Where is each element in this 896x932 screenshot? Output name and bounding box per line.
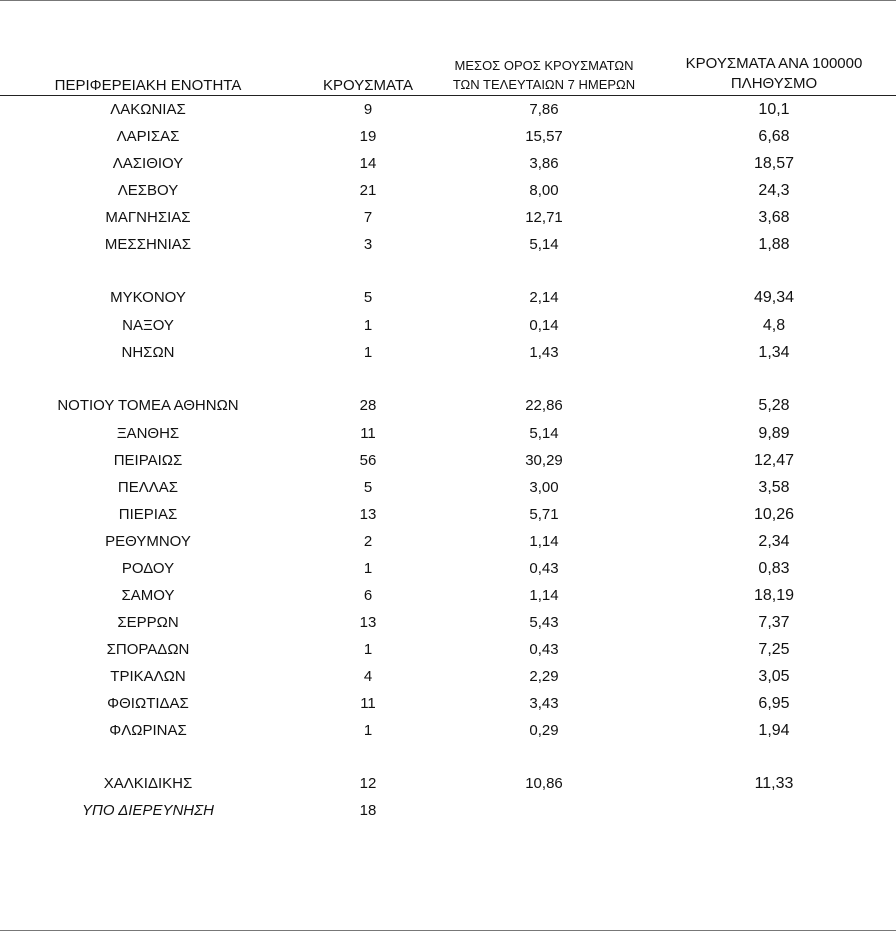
table-row xyxy=(0,558,896,580)
cases-cell: 1 xyxy=(363,344,373,361)
cases-cell: 11 xyxy=(360,425,376,442)
avg-cell: 30,29 xyxy=(525,452,563,469)
region-cell: ΧΑΛΚΙΔΙΚΗΣ xyxy=(103,775,193,792)
cases-cell: 1 xyxy=(363,560,373,577)
table-row xyxy=(0,287,896,309)
avg-cell: 0,43 xyxy=(529,560,559,577)
cases-cell: 28 xyxy=(359,397,377,414)
cases-cell: 18 xyxy=(359,802,377,819)
rate-cell: 49,34 xyxy=(753,289,795,306)
bottom-border xyxy=(0,930,896,931)
region-cell: ΜΑΓΝΗΣΙΑΣ xyxy=(105,209,191,226)
region-cell: ΜΥΚΟΝΟΥ xyxy=(110,289,186,306)
rate-cell: 7,37 xyxy=(758,614,790,631)
region-cell: ΠΙΕΡΙΑΣ xyxy=(118,506,178,523)
table-row xyxy=(0,693,896,715)
rate-cell: 3,05 xyxy=(758,668,790,685)
header-avg-line2: ΤΩΝ ΤΕΛΕΥΤΑΙΩΝ 7 ΗΜΕΡΩΝ xyxy=(452,77,636,92)
rate-cell: 11,33 xyxy=(754,775,794,792)
avg-cell: 3,43 xyxy=(529,695,559,712)
cases-cell: 13 xyxy=(359,614,377,631)
rate-cell: 7,25 xyxy=(758,641,790,658)
cases-cell: 3 xyxy=(363,236,373,253)
region-cell: ΝΑΞΟΥ xyxy=(122,317,174,334)
rate-cell: 1,94 xyxy=(758,722,790,739)
avg-cell: 0,29 xyxy=(529,722,559,739)
rate-cell: 5,28 xyxy=(758,397,790,414)
rate-cell: 2,34 xyxy=(758,533,790,550)
cases-cell: 11 xyxy=(360,695,376,712)
table-row xyxy=(0,477,896,499)
avg-cell: 15,57 xyxy=(525,128,563,145)
avg-cell: 0,14 xyxy=(529,317,559,334)
region-cell: ΥΠΟ ΔΙΕΡΕΥΝΗΣΗ xyxy=(82,802,214,819)
cases-cell: 12 xyxy=(359,775,377,792)
rate-cell: 4,8 xyxy=(762,317,786,334)
region-cell: ΠΕΙΡΑΙΩΣ xyxy=(113,452,183,469)
avg-cell: 22,86 xyxy=(525,397,563,414)
cases-cell: 9 xyxy=(363,101,373,118)
cases-cell: 21 xyxy=(359,182,377,199)
rate-cell: 18,19 xyxy=(753,587,795,604)
header-rate-line1: ΚΡΟΥΣΜΑΤΑ ΑΝΑ 100000 xyxy=(685,55,863,72)
region-cell: ΣΑΜΟΥ xyxy=(121,587,175,604)
rate-cell: 10,1 xyxy=(758,101,790,118)
avg-cell: 2,29 xyxy=(529,668,559,685)
table-row xyxy=(0,773,896,795)
cases-cell: 4 xyxy=(363,668,373,685)
avg-cell: 1,14 xyxy=(529,533,559,550)
cases-cell: 7 xyxy=(363,209,373,226)
table-row xyxy=(0,585,896,607)
table-row xyxy=(0,504,896,526)
avg-cell: 5,14 xyxy=(529,425,559,442)
region-cell: ΛΑΡΙΣΑΣ xyxy=(116,128,180,145)
cases-cell: 56 xyxy=(359,452,377,469)
rate-cell: 9,89 xyxy=(758,425,790,442)
header-avg-line1: ΜΕΣΟΣ ΟΡΟΣ ΚΡΟΥΣΜΑΤΩΝ xyxy=(454,58,634,73)
header-region: ΠΕΡΙΦΕΡΕΙΑΚΗ ΕΝΟΤΗΤΑ xyxy=(54,77,242,94)
rate-cell: 3,58 xyxy=(758,479,790,496)
cases-cell: 1 xyxy=(363,722,373,739)
cases-cell: 5 xyxy=(363,289,373,306)
table-row xyxy=(0,99,896,121)
rate-cell: 0,83 xyxy=(758,560,790,577)
region-cell: ΛΑΣΙΘΙΟΥ xyxy=(112,155,184,172)
rate-cell: 1,88 xyxy=(758,236,790,253)
avg-cell: 10,86 xyxy=(525,775,563,792)
rate-cell: 18,57 xyxy=(753,155,795,172)
cases-cell: 6 xyxy=(363,587,373,604)
cases-cell: 13 xyxy=(359,506,377,523)
region-cell: ΣΠΟΡΑΔΩΝ xyxy=(106,641,190,658)
avg-cell: 3,00 xyxy=(529,479,559,496)
header-cases: ΚΡΟΥΣΜΑΤΑ xyxy=(323,77,413,94)
table-row xyxy=(0,720,896,742)
region-cell: ΦΘΙΩΤΙΔΑΣ xyxy=(107,695,189,712)
avg-cell: 2,14 xyxy=(529,289,559,306)
region-cell: ΡΕΘΥΜΝΟΥ xyxy=(105,533,191,550)
cases-cell: 2 xyxy=(363,533,373,550)
rate-cell: 6,68 xyxy=(758,128,790,145)
table-row xyxy=(0,180,896,202)
avg-cell: 0,43 xyxy=(529,641,559,658)
table-row xyxy=(0,153,896,175)
avg-cell: 1,43 xyxy=(529,344,559,361)
region-cell: ΝΗΣΩΝ xyxy=(121,344,175,361)
table-row xyxy=(0,315,896,337)
rate-cell: 12,47 xyxy=(753,452,795,469)
rate-cell: 1,34 xyxy=(758,344,790,361)
region-cell: ΛΕΣΒΟΥ xyxy=(117,182,179,199)
rate-cell: 24,3 xyxy=(758,182,790,199)
cases-cell: 5 xyxy=(363,479,373,496)
table-row xyxy=(0,531,896,553)
avg-cell: 5,71 xyxy=(529,506,559,523)
table-row xyxy=(0,234,896,256)
region-cell: ΞΑΝΘΗΣ xyxy=(116,425,180,442)
avg-cell: 1,14 xyxy=(529,587,559,604)
avg-cell: 7,86 xyxy=(529,101,559,118)
region-cell: ΝΟΤΙΟΥ ΤΟΜΕΑ ΑΘΗΝΩΝ xyxy=(57,397,239,414)
region-cell: ΦΛΩΡΙΝΑΣ xyxy=(109,722,187,739)
cases-cell: 14 xyxy=(359,155,377,172)
table-row xyxy=(0,450,896,472)
table-row xyxy=(0,126,896,148)
table-row xyxy=(0,342,896,364)
avg-cell: 5,14 xyxy=(529,236,559,253)
region-cell: ΤΡΙΚΑΛΩΝ xyxy=(110,668,186,685)
avg-cell: 5,43 xyxy=(529,614,559,631)
region-cell: ΣΕΡΡΩΝ xyxy=(117,614,179,631)
region-cell: ΛΑΚΩΝΙΑΣ xyxy=(110,101,186,118)
table-row xyxy=(0,207,896,229)
table-row xyxy=(0,800,896,822)
avg-cell: 12,71 xyxy=(525,209,563,226)
cases-cell: 1 xyxy=(363,641,373,658)
table-row xyxy=(0,612,896,634)
rate-cell: 10,26 xyxy=(753,506,795,523)
avg-cell: 3,86 xyxy=(529,155,559,172)
header-rate-line2: ΠΛΗΘΥΣΜΟ xyxy=(730,75,818,92)
avg-cell: 8,00 xyxy=(529,182,559,199)
rate-cell: 3,68 xyxy=(758,209,790,226)
cases-cell: 19 xyxy=(359,128,377,145)
table-row xyxy=(0,423,896,445)
table-row xyxy=(0,639,896,661)
region-cell: ΡΟΔΟΥ xyxy=(121,560,175,577)
region-cell: ΠΕΛΛΑΣ xyxy=(117,479,179,496)
table-row xyxy=(0,666,896,688)
region-cell: ΜΕΣΣΗΝΙΑΣ xyxy=(104,236,192,253)
table-row xyxy=(0,395,896,417)
rate-cell: 6,95 xyxy=(758,695,790,712)
cases-cell: 1 xyxy=(363,317,373,334)
